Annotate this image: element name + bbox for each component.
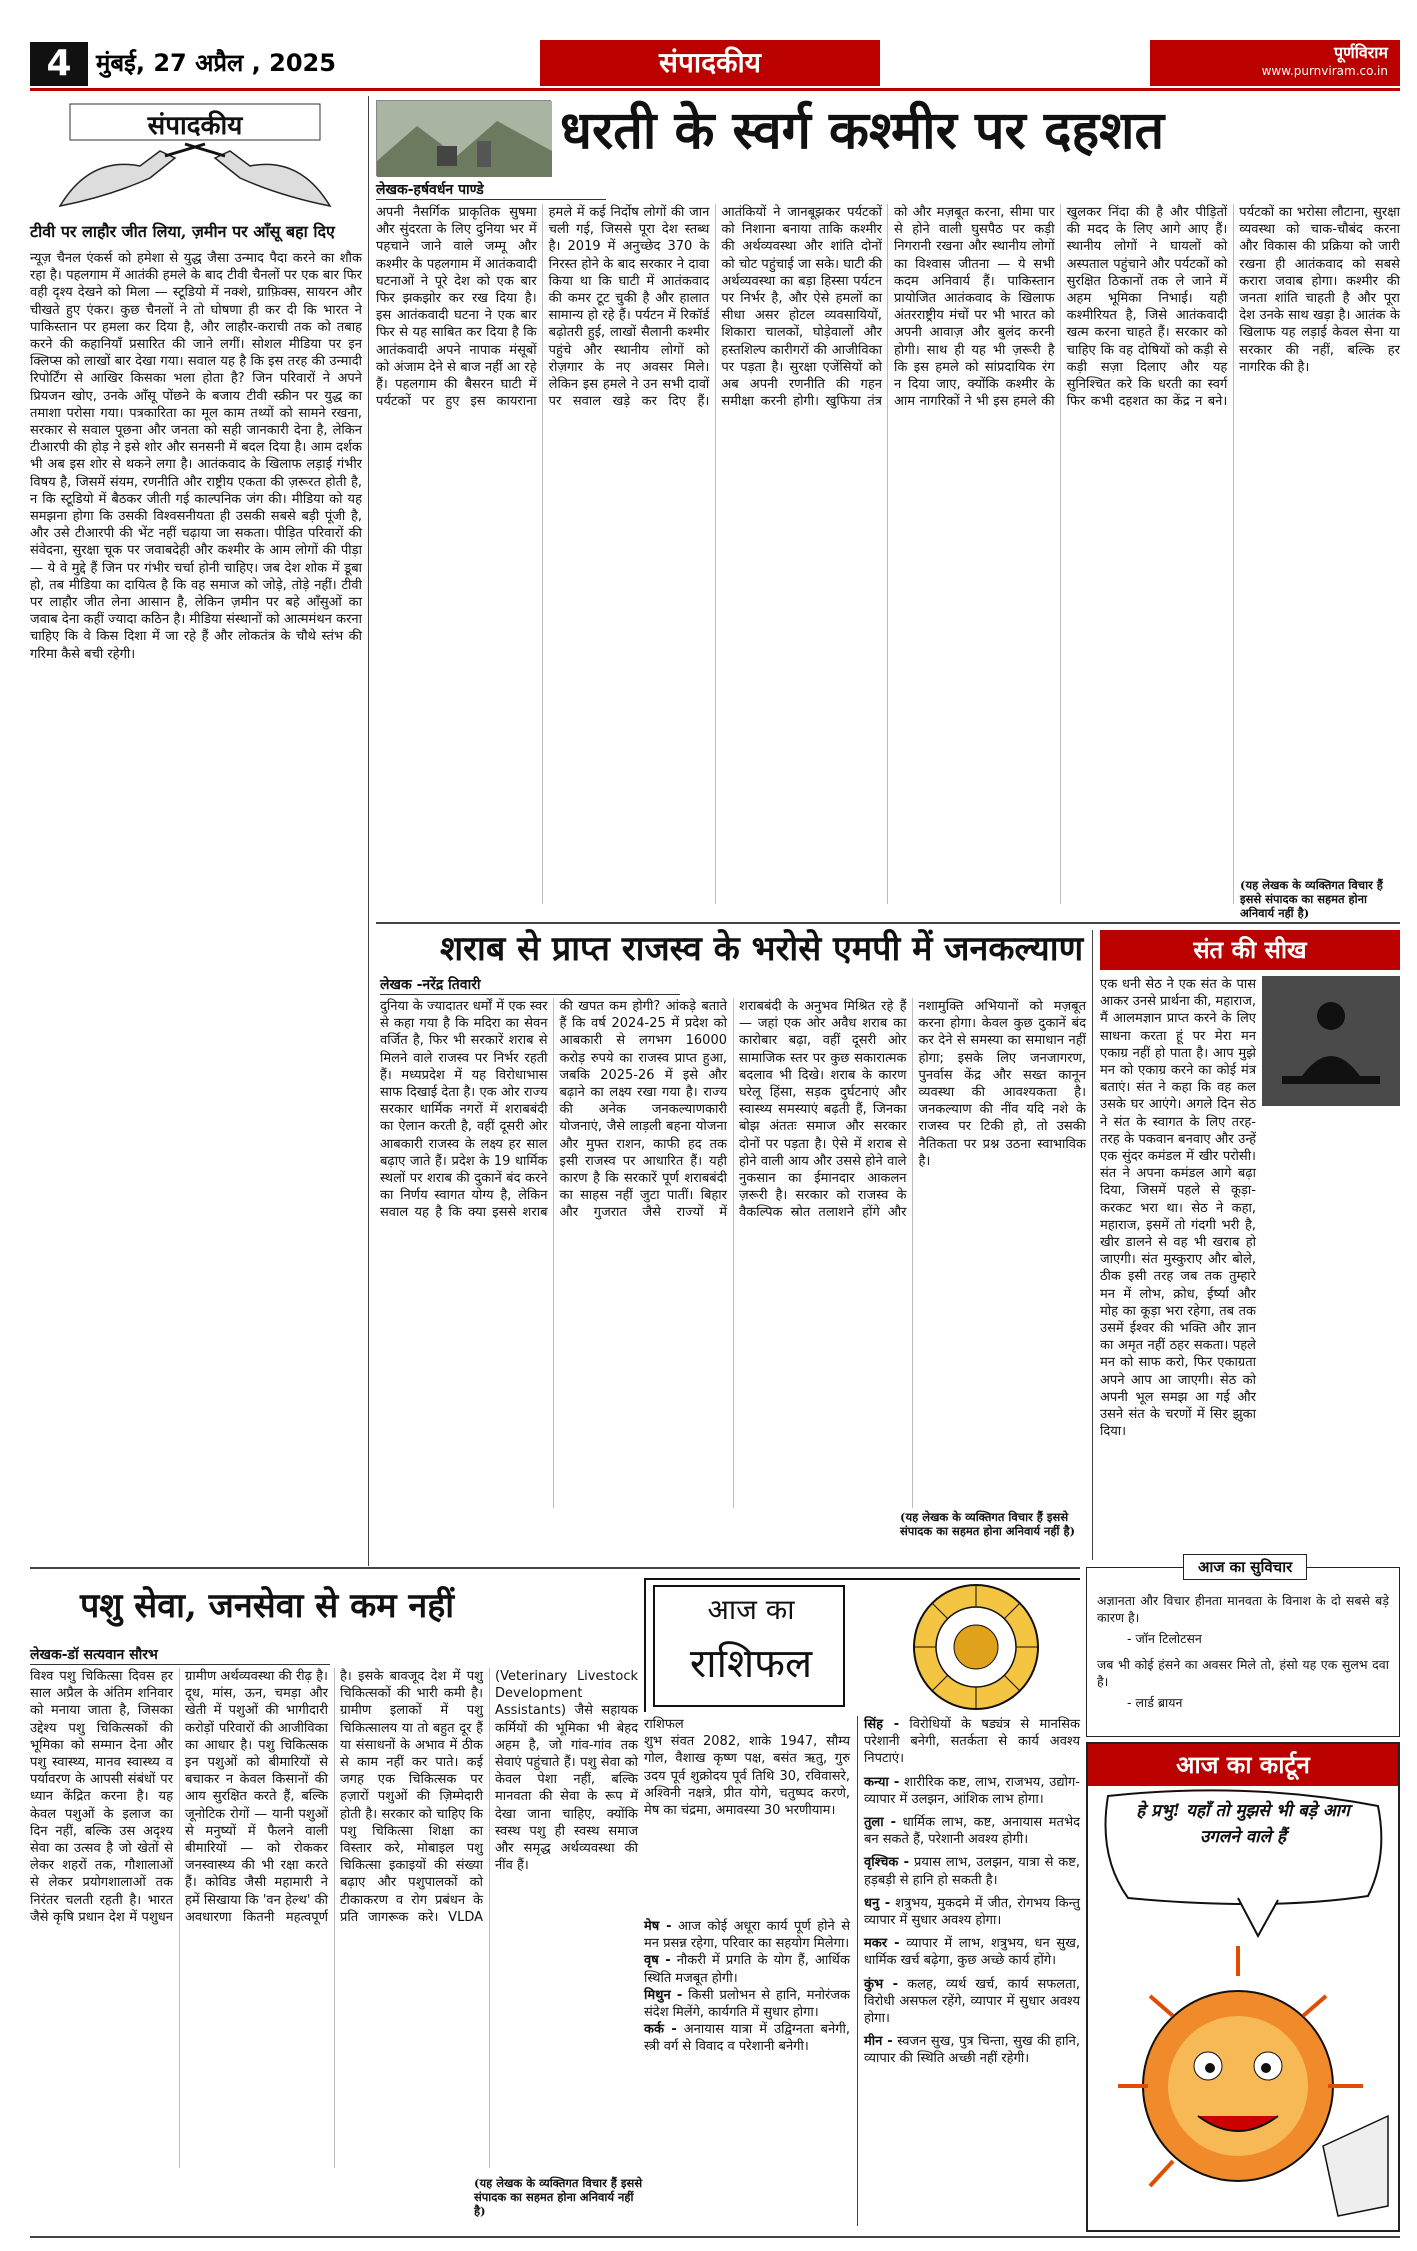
- sant-body-continued: [1100, 1110, 1400, 1550]
- sant-title: संत की सीख: [1193, 935, 1307, 964]
- sant-body: एक धनी सेठ ने एक संत के पास आकर उनसे प्रार्थना की, महाराज, मैं आलमज्ञान प्राप्त करने के लिए साधना करता हूं पर मेरा मन एकाग्र नहीं हो पाता है। आप मुझे मन को एकाग्र करने का कोई मंत्र बताएं। संत ने कहा कि वह कल उसके घर आएंगे। अगले दिन सेठ ने संत के स्वागत के लिए तरह-तरह के पकवान बनवाए और उन्हें एक सुंदर कमंडल में खीर परोसी। संत ने अपना कमंडल आगे बढ़ा दिया, जिसमें पहले से कूड़ा-करकट भरा था। सेठ ने कहा, महाराज, इसमें तो गंदगी भरी है, खीर डालने से वह भी खराब हो जाएगी। संत मुस्कुराए और बोले, ठीक इसी तरह जब तक तुम्हारे मन में लोभ, क्रोध, ईर्ष्या और मोह का कूड़ा भरा रहेगा, तब तक उसमें ईश्वर की भक्ति और ज्ञान का अमृत नहीं ठहर सकता। पहले मन को साफ करो, फिर एकाग्रता अपने आप आ जाएगी। सेठ को अपनी भूल समझ आ गई और उसने संत के चरणों में सिर झुका दिया।: [1100, 977, 1256, 1440]
- rashifal-item: [864, 1976, 1080, 2028]
- lead-body-columns: [376, 180, 1400, 892]
- rashifal-item: [864, 1895, 1080, 1929]
- suvichar-box: [1086, 1558, 1400, 1737]
- suvichar-author-2: - लार्ड ब्रायन: [1127, 1695, 1183, 1711]
- rashi-text: कलह, व्यर्थ खर्च, कार्य सफलता, विरोधी असफल रहेंगे, व्यापार में सुधार अवश्य होगा।: [864, 1976, 1080, 2027]
- rashi-sign: मेष -: [644, 1919, 672, 1934]
- brand-name: पूर्णविराम: [1334, 43, 1388, 62]
- rashi-sign: वृष -: [644, 1953, 671, 1969]
- rashi-sign: वृश्चिक -: [864, 1855, 910, 1871]
- rashifal-title-2: राशिफल: [689, 1641, 813, 1687]
- pashu-disclaimer: (यह लेखक के व्यक्तिगत विचार हैं इससे संपादक का सहमत होना अनिवार्य नहीं है): [474, 2176, 643, 2218]
- rashifal-item: [864, 1716, 1080, 1768]
- meditation-icon: [1262, 976, 1400, 1106]
- rashifal-intro: राशिफल शुभ संवत 2082, शाके 1947, सौम्य गोल, वैशाख कृष्ण पक्ष, बसंत ऋतु, गुरु उदय पूर्व शुक्रोदय पूर्व तिथि 30, रविवासरे, अश्विनी नक्षत्रे, प्रीत योगे, चतुष्पद करणे, मेष का चंद्रमा, अमावस्या 30 भरणीयाम।: [644, 1717, 850, 1819]
- rashifal-item: [644, 1987, 850, 2021]
- horizontal-divider-bottom: [30, 1567, 1080, 1569]
- rashi-text: शत्रुभय, मुकदमे में जीत, रोगभय किन्तु व्यापार में सुधार अवश्य होगा।: [864, 1895, 1080, 1929]
- rashi-text: आज कोई अधूरा कार्य पूर्ण होने से मन प्रसन्न रहेगा, परिवार का सहयोग मिलेगा।: [644, 1919, 850, 1952]
- pashu-headline: पशु सेवा, जनसेवा से कम नहीं: [80, 1586, 455, 1626]
- rashifal-item: [644, 1952, 850, 1986]
- rashifal-title-1: आज का: [707, 1593, 795, 1626]
- rashi-text: किसी प्रलोभन से हानि, मनोरंजक संदेश मिलेंगे, कार्यगति में सुधार होगा।: [644, 1987, 850, 2021]
- rashifal-item: [644, 1918, 850, 1952]
- liquor-body: दुनिया के ज्यादातर धर्मों में एक स्वर से कहा गया है कि मदिरा का सेवन वर्जित है, फिर भी सरकारें शराब से मिलने वाले राजस्व पर निर्भर रहती हैं। मध्यप्रदेश में यह विरोधाभास साफ दिखाई देता है। एक ओर राज्य सरकार धार्मिक नगरों में शराबबंदी का ऐलान करती है, वहीं दूसरी ओर आबकारी राजस्व के लक्ष्य हर साल बढ़ाए जाते हैं। प्रदेश के 19 धार्मिक स्थलों पर शराब की दुकानें बंद करने का निर्णय स्वागत योग्य है, लेकिन सवाल यह है कि क्या इससे शराब की खपत कम होगी? आंकड़े बताते हैं कि वर्ष 2024-25 में प्रदेश को आबकारी से लगभग 16000 करोड़ रुपये का राजस्व प्राप्त हुआ, जबकि 2025-26 में इसे और बढ़ाने का लक्ष्य रखा गया है। राज्य की अनेक जनकल्याणकारी योजनाएं, जैसे लाड़ली बहना योजना और मुफ्त राशन, काफी हद तक इसी राजस्व पर आधारित हैं। यही कारण है कि सरकारें पूर्ण शराबबंदी का साहस नहीं जुटा पातीं। बिहार और गुजरात जैसे राज्यों में शराबबंदी के अनुभव मिश्रित रहे हैं — जहां एक ओर अवैध शराब का कारोबार बढ़ा, वहीं दूसरी ओर सामाजिक स्तर पर कुछ सकारात्मक बदलाव भी दिखे। शराब के कारण घरेलू हिंसा, सड़क दुर्घटनाएं और स्वास्थ्य समस्याएं बढ़ती हैं, जिनका बोझ अंततः समाज और सरकार दोनों पर पड़ता है। ऐसे में शराब से होने वाली आय और उससे होने वाले नुकसान का ईमानदार आकलन ज़रूरी है। सरकार को राजस्व के वैकल्पिक स्रोत तलाशने होंगे और नशामुक्ति अभियानों को मज़बूत करना होगा। केवल कुछ दुकानें बंद कर देने से समस्या का समाधान नहीं होगा; इसके लिए जनजागरण, पुनर्वास केंद्र और सख्त कानून व्यवस्था की आवश्यकता है। जनकल्याण की नींव यदि नशे के राजस्व पर टिकी हो, तो उसकी नैतिकता पर प्रश्न उठना स्वाभाविक है।: [380, 999, 1086, 1221]
- rashifal-item: [864, 1854, 1080, 1888]
- lead-headline: धरती के स्वर्ग कश्मीर पर दहशत: [560, 100, 1165, 161]
- lead-disclaimer: (यह लेखक के व्यक्तिगत विचार हैं इससे संपादक का सहमत होना अनिवार्य नहीं है): [1240, 878, 1383, 920]
- rashi-text: धार्मिक लाभ, कष्ट, अनायास मतभेद बन सकते हैं, परेशानी अवश्य होगी।: [864, 1815, 1080, 1848]
- rashi-sign: मिथुन -: [644, 1987, 683, 2003]
- liquor-disclaimer: (यह लेखक के व्यक्तिगत विचार हैं इससे संपादक का सहमत होना अनिवार्य नहीं है): [900, 1510, 1076, 1538]
- rashifal-item: [644, 2021, 850, 2055]
- rashifal-item: [864, 1774, 1080, 1808]
- rashi-text: प्रयास लाभ, उलझन, यात्रा से कष्ट, हड़बड़ी से हानि हो सकती है।: [864, 1855, 1080, 1888]
- website: www.purnviram.co.in: [1261, 64, 1388, 78]
- rashi-sign: सिंह -: [864, 1717, 900, 1732]
- suvichar-author-1: - जॉन टिलोटसन: [1127, 1631, 1202, 1647]
- editorial-headline: टीवी पर लाहौर जीत लिया, ज़मीन पर आँसू बहा दिए: [30, 222, 335, 241]
- rashi-text: स्वजन सुख, पुत्र चिन्ता, सुख की हानि, व्यापार की स्थिति अच्छी नहीं रहेगी।: [864, 2034, 1080, 2067]
- rashifal-item: [864, 2033, 1080, 2067]
- rashifal-divider: [857, 1716, 858, 2226]
- rashi-text: शारीरिक कष्ट, लाभ, राजभय, उद्योग-व्यापार में उलझन, आंशिक लाभ होगा।: [864, 1774, 1080, 1807]
- rashi-text: विरोधियों के षड्यंत्र से मानसिक परेशानी बनेगी, सतर्कता से कार्य अवश्य निपटाएं।: [864, 1717, 1080, 1767]
- rashifal-left-list: [644, 1918, 850, 2228]
- lead-byline: लेखक-हर्षवर्धन पाण्डे: [376, 180, 606, 200]
- sant-illustration: [1262, 976, 1400, 1106]
- brand-box: [1150, 40, 1400, 86]
- liquor-byline: लेखक -नरेंद्र तिवारी: [380, 975, 680, 995]
- section-title: संपादकीय: [540, 40, 880, 86]
- rashi-sign: कन्या -: [864, 1774, 900, 1790]
- editorial-logo-text: संपादकीय: [147, 111, 243, 141]
- suvichar-quote-2: जब भी कोई हंसने का अवसर मिले तो, हंसो यह एक सुलभ दवा है।: [1097, 1656, 1389, 1689]
- rashi-text: व्यापार में लाभ, शत्रुभय, धन सुख, धार्मिक खर्च बढ़ेगा, कुछ अच्छे कार्य होंगे।: [864, 1936, 1080, 1969]
- rashifal-header: [644, 1578, 1080, 1712]
- pashu-byline: लेखक-डॉ सत्यवान सौरभ: [30, 1645, 330, 1665]
- page-number: 4: [30, 42, 88, 86]
- lead-photo: [376, 100, 551, 176]
- rashi-sign: कुंभ -: [864, 1976, 898, 1992]
- rashi-sign: धनु -: [864, 1895, 891, 1911]
- rashi-sign: तुला -: [864, 1815, 896, 1831]
- pashu-body-columns: [30, 1668, 638, 2228]
- editorial-body: न्यूज़ चैनल एंकर्स को हमेशा से युद्ध जैसा उन्माद पैदा करने का शौक रहा है। पहलगाम में आतंकी हमले के बाद टीवी चैनलों पर एक बार फिर वही दृश्य देखने को मिला — स्टूडियो में नक्शे, ग्राफ़िक्स, सायरन और चीखते हुए एंकर। कुछ चैनलों ने तो घोषणा ही कर दी कि भारत ने पाकिस्तान पर हमला कर दिया है, और लाहौर-कराची तक को तबाह करने की कहानियाँ प्रसारित की जाने लगीं। सोशल मीडिया पर इन क्लिप्स को लाखों बार देखा गया। सवाल यह है कि इस तरह की उन्मादी रिपोर्टिंग से आखिर किसका भला होता है? जिन परिवारों ने अपने प्रियजन खोए, उनके आँसू पोंछने के बजाय टीवी स्क्रीन पर युद्ध का तमाशा परोसा गया। पत्रकारिता का मूल काम तथ्यों को सामने रखना, सरकार से सवाल पूछना और जनता को सही जानकारी देना है, लेकिन टीआरपी की होड़ ने इसे शोर और सनसनी में बदल दिया है। आम दर्शक भी अब इस शोर से थकने लगा है। आतंकवाद के खिलाफ लड़ाई गंभीर विषय है, जिसमें संयम, रणनीति और राष्ट्रीय एकता की ज़रूरत होती है, न कि स्टूडियो में बैठकर जीती गई काल्पनिक जंग की। मीडिया को यह समझना होगा कि उसकी विश्वसनीयता ही उसकी सबसे बड़ी पूंजी है, और उसे टीआरपी की भेंट नहीं चढ़ाया जा सकता। पीड़ित परिवारों की संवेदना, सुरक्षा चूक पर जवाबदेही और कश्मीर के आम लोगों की पीड़ा — ये वे मुद्दे हैं जिन पर गंभीर चर्चा होनी चाहिए। जब देश शोक में डूबा हो, तब मीडिया का दायित्व है कि वह समाज को जोड़े, तोड़े नहीं। टीवी पर लाहौर जीत लेना आसान है, लेकिन ज़मीन पर बहे आँसुओं का जवाब देना कहीं ज्यादा कठिन है। मीडिया संस्थानों को आत्ममंथन करना चाहिए कि वे किस दिशा में जा रहे हैं और लोकतंत्र के चौथे स्तंभ की गरिमा कैसे बची रहेगी।: [30, 251, 362, 662]
- rashifal-item: [864, 1935, 1080, 1969]
- rashi-text: नौकरी में प्रगति के योग हैं, आर्थिक स्थिति मजबूत होगी।: [644, 1953, 850, 1986]
- bottom-rule: [30, 2236, 1400, 2238]
- horizontal-divider: [376, 922, 1400, 924]
- lead-body: अपनी नैसर्गिक प्राकृतिक सुषमा और सुंदरता के लिए दुनिया भर में पहचाने जाने वाले जम्मू और कश्मीर के पहलगाम में आतंकवादी घटनाओं ने पूरे देश को एक बार फिर झकझोर कर रख दिया है। इस आतंकवादी घटना ने एक बार फिर से यह साबित कर दिया है कि आतंकवादी अपने नापाक मंसूबों को अंजाम देने से बाज नहीं आ रहे हैं। पहलगाम की बैसरन घाटी में पर्यटकों पर हुए इस कायराना हमले में कई निर्दोष लोगों की जान चली गई, जिससे पूरा देश स्तब्ध है। 2019 में अनुच्छेद 370 के निरस्त होने के बाद सरकार ने दावा किया था कि घाटी में आतंकवाद की कमर टूट चुकी है और हालात सामान्य हो रहे हैं। पर्यटन में रिकॉर्ड बढ़ोतरी हुई, लाखों सैलानी कश्मीर पहुंचे और स्थानीय लोगों को रोज़गार के नए अवसर मिले। लेकिन इस हमले ने उन सभी दावों पर सवाल खड़े कर दिए हैं। आतंकियों ने जानबूझकर पर्यटकों को निशाना बनाया ताकि कश्मीर की अर्थव्यवस्था और शांति दोनों को चोट पहुंचाई जा सके। घाटी की अर्थव्यवस्था का बड़ा हिस्सा पर्यटन पर निर्भर है, और ऐसे हमलों का सीधा असर होटल व्यवसायियों, शिकारा चालकों, घोड़ेवालों और हस्तशिल्प कारीगरों की आजीविका पर पड़ता है। सुरक्षा एजेंसियों को अब अपनी रणनीति की गहन समीक्षा करनी होगी। खुफिया तंत्र को और मज़बूत करना, सीमा पार से होने वाली घुसपैठ पर कड़ी निगरानी रखना और स्थानीय लोगों का विश्वास जीतना — ये सभी कदम अनिवार्य हैं। पाकिस्तान प्रायोजित आतंकवाद के खिलाफ अंतरराष्ट्रीय मंचों पर भी भारत को अपनी आवाज़ और बुलंद करनी होगी। साथ ही यह भी ज़रूरी है कि इस हमले को सांप्रदायिक रंग न दिया जाए, क्योंकि कश्मीर के आम नागरिकों ने भी इस हमले की खुलकर निंदा की है और पीड़ितों की मदद के लिए आगे आए हैं। स्थानीय लोगों ने घायलों को अस्पताल पहुंचाने और पर्यटकों को सुरक्षित ठिकानों तक ले जाने में अहम भूमिका निभाई। यही कश्मीरियत है, जिसे आतंकवादी खत्म करना चाहते हैं। सरकार को चाहिए कि वह दोषियों को कड़ी से कड़ी सज़ा दिलाए और यह सुनिश्चित करे कि धरती का स्वर्ग फिर कभी दहशत का केंद्र न बने। पर्यटकों का भरोसा लौटाना, सुरक्षा व्यवस्था को चाक-चौबंद करना और विकास की प्रक्रिया को जारी रखना ही आतंकवाद को सबसे करारा जवाब होगा। कश्मीर की जनता शांति चाहती है और पूरा देश उनके साथ खड़ा है। आतंक के खिलाफ यह लड़ाई केवल सेना या सरकार की नहीं, बल्कि हर नागरिक की है।: [376, 205, 1400, 410]
- rashi-text: अनायास यात्रा में उद्विग्नता बनेगी, स्त्री वर्ग से विवाद व परेशानी बनेगी।: [644, 2022, 851, 2055]
- pashu-body: विश्व पशु चिकित्सा दिवस हर साल अप्रैल के अंतिम शनिवार को मनाया जाता है, जिसका उद्देश्य पशु चिकित्सकों की भूमिका को सम्मान देना और पशु स्वास्थ्य, मानव स्वास्थ्य व पर्यावरण के आपसी संबंधों पर ध्यान केंद्रित करना है। यह केवल पशुओं के इलाज का दिन नहीं, बल्कि उस अदृश्य सेवा का उत्सव है जो खेतों से लेकर शहरों तक, गौशालाओं से लेकर प्रयोगशालाओं तक निरंतर चलती रहती है। भारत जैसे कृषि प्रधान देश में पशुधन ग्रामीण अर्थव्यवस्था की रीढ़ है। दूध, मांस, ऊन, चमड़ा और खेती में पशुओं की भागीदारी करोड़ों परिवारों की आजीविका का आधार है। पशु चिकित्सक इन पशुओं को बीमारियों से बचाकर न केवल किसानों की आय सुरक्षित करते हैं, बल्कि जूनोटिक रोगों — यानी पशुओं से मनुष्यों में फैलने वाली बीमारियों — को रोककर जनस्वास्थ्य की भी रक्षा करते हैं। कोविड जैसी महामारी ने हमें सिखाया कि 'वन हेल्थ' की अवधारणा कितनी महत्वपूर्ण है। इसके बावजूद देश में पशु चिकित्सकों की भारी कमी है। ग्रामीण इलाकों में पशु चिकित्सालय या तो बहुत दूर हैं या संसाधनों के अभाव में ठीक से काम नहीं कर पाते। कई जगह एक चिकित्सक पर हज़ारों पशुओं की ज़िम्मेदारी होती है। सरकार को चाहिए कि पशु चिकित्सा शिक्षा का विस्तार करे, मोबाइल पशु चिकित्सा इकाइयों की संख्या बढ़ाए और पशुपालकों को टीकाकरण व रोग प्रबंधन के प्रति जागरूक करे। VLDA (Veterinary Livestock Development Assistants) जैसे सहायक कर्मियों की भूमिका भी बेहद अहम है, जो गांव-गांव तक सेवाएं पहुंचाते हैं। पशु सेवा को केवल पेशा नहीं, बल्कि मानवता की सेवा के रूप में देखा जाना चाहिए, क्योंकि स्वस्थ पशु ही स्वस्थ समाज और समृद्ध अर्थव्यवस्था की नींव हैं।: [30, 1669, 638, 1925]
- suvichar-title: आज का सुविचार: [1183, 1554, 1307, 1580]
- liquor-body-columns: [380, 998, 1086, 1558]
- cartoon-box: [1086, 1742, 1400, 2232]
- rashifal-item: [864, 1814, 1080, 1848]
- cartoon-drawing: [1088, 1786, 1398, 2230]
- kashmir-photo: [377, 101, 552, 177]
- column-divider: [368, 96, 369, 1566]
- dateline: मुंबई, 27 अप्रैल , 2025: [96, 49, 336, 77]
- liquor-headline: शराब से प्राप्त राजस्व के भरोसे एमपी में जनकल्याण: [440, 929, 1084, 969]
- column-divider-right: [1092, 930, 1093, 1560]
- rashi-sign: मीन -: [864, 2034, 893, 2050]
- sant-title-bar: [1100, 930, 1400, 970]
- rashi-sign: कर्क -: [644, 2022, 677, 2038]
- masthead-rule: [30, 88, 1400, 91]
- cartoon-title-bar: [1088, 1744, 1398, 1786]
- rashifal-right-list: [864, 1716, 1080, 2228]
- editorial-logo: [30, 96, 360, 218]
- rashi-sign: मकर -: [864, 1936, 900, 1952]
- cartoon-bubble-text: हे प्रभु! यहाँ तो मुझसे भी बड़े आग उगलने वाले हैं: [1136, 1801, 1350, 1847]
- cartoon-title: आज का कार्टून: [1176, 1750, 1310, 1779]
- suvichar-quote-1: अज्ञानता और विचार हीनता मानवता के विनाश के दो सबसे बड़े कारण है।: [1097, 1593, 1389, 1626]
